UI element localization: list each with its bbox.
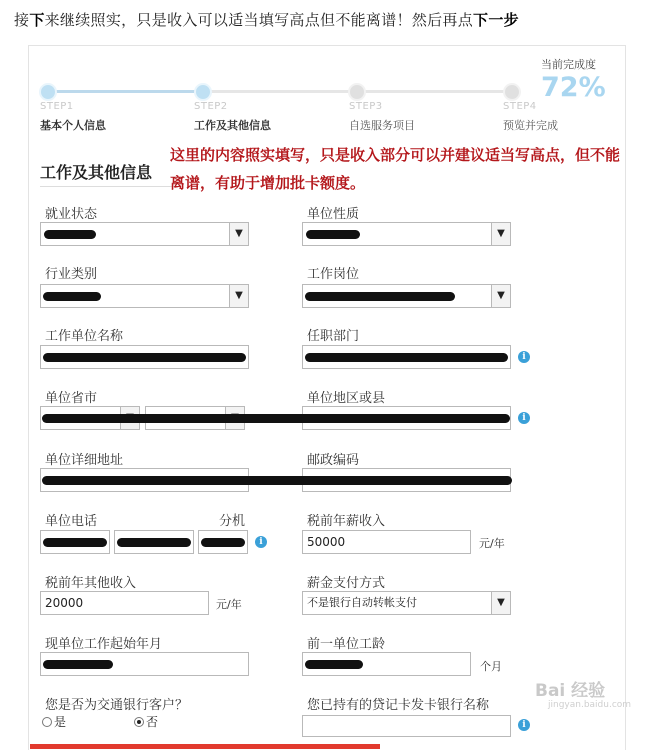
- company-province-label: 单位省市: [45, 391, 98, 406]
- step4-name: 预览并完成: [503, 119, 558, 132]
- salary-payment-label: 薪金支付方式: [307, 576, 386, 591]
- redaction: [305, 292, 455, 301]
- step2-number: STEP2: [194, 101, 228, 112]
- employment-status-label: 就业状态: [45, 207, 98, 222]
- other-income-label: 税前年其他收入: [45, 576, 137, 591]
- salary-payment-value: 不是银行自动转帐支付: [307, 596, 417, 609]
- chevron-down-icon: ▼: [229, 223, 248, 245]
- company-name-input[interactable]: [40, 345, 249, 369]
- progress-track-done: [45, 90, 205, 93]
- annual-salary-input[interactable]: 50000: [302, 530, 471, 554]
- step3-number: STEP3: [349, 101, 383, 112]
- prev-tenure-input[interactable]: [302, 652, 471, 676]
- radio-no-label: 否: [146, 715, 159, 729]
- redaction: [43, 660, 113, 669]
- redaction: [43, 292, 101, 301]
- chevron-down-icon: ▼: [491, 285, 510, 307]
- other-banks-label: 您已持有的贷记卡发卡银行名称: [307, 698, 490, 713]
- chevron-down-icon: ▼: [229, 285, 248, 307]
- other-banks-input[interactable]: [302, 715, 511, 737]
- other-income-input[interactable]: 20000: [40, 591, 209, 615]
- radio-yes-label: 是: [54, 715, 67, 729]
- redaction: [201, 538, 245, 547]
- watermark: Bai 经验: [535, 681, 606, 701]
- company-phone-label: 单位电话: [45, 514, 98, 529]
- step1-number: STEP1: [40, 101, 74, 112]
- redaction: [305, 353, 508, 362]
- watermark-url: jingyan.baidu.com: [548, 700, 632, 710]
- prev-tenure-unit: 个月: [480, 660, 502, 673]
- section-title: 工作及其他信息: [40, 163, 153, 182]
- bocom-customer-label: 您是否为交通银行客户？: [45, 698, 189, 713]
- annual-salary-unit: 元/年: [479, 537, 505, 550]
- company-type-label: 单位性质: [307, 207, 360, 222]
- step1-dot: [39, 83, 57, 101]
- department-label: 任职部门: [307, 329, 360, 344]
- company-district-label: 单位地区或县: [307, 391, 386, 406]
- phone-extension-input[interactable]: [198, 530, 248, 554]
- red-annotation: 这里的内容照实填写，只是收入部分可以并建议适当写高点，但不能离谱，有助于增加批卡额度。: [170, 146, 621, 192]
- redaction: [42, 414, 510, 423]
- info-icon[interactable]: i: [255, 536, 267, 548]
- step1-name: 基本个人信息: [40, 119, 106, 132]
- chevron-down-icon: ▼: [491, 592, 510, 614]
- instruction-text: 接下来继续照实，只是收入可以适当填写高点但不能离谱！然后再点下一步: [14, 11, 519, 29]
- phone-number-input[interactable]: [114, 530, 194, 554]
- start-date-label: 现单位工作起始年月: [45, 637, 163, 652]
- step2-name: 工作及其他信息: [194, 119, 271, 132]
- redaction: [305, 660, 363, 669]
- job-position-label: 工作岗位: [307, 267, 360, 282]
- salary-payment-select[interactable]: [302, 591, 511, 615]
- info-icon[interactable]: i: [518, 412, 530, 424]
- completion-value: 72%: [541, 72, 606, 103]
- bottom-accent-bar: [30, 744, 380, 749]
- redaction: [44, 230, 96, 239]
- other-income-unit: 元/年: [216, 598, 242, 611]
- step4-dot: [503, 83, 521, 101]
- info-icon[interactable]: i: [518, 351, 530, 363]
- job-position-select[interactable]: [302, 284, 511, 308]
- phone-extension-label: 分机: [219, 514, 246, 529]
- redaction: [43, 353, 246, 362]
- radio-yes[interactable]: [42, 717, 52, 727]
- company-type-select[interactable]: [302, 222, 511, 246]
- info-icon[interactable]: i: [518, 719, 530, 731]
- prev-tenure-label: 前一单位工龄: [307, 637, 386, 652]
- industry-select[interactable]: [40, 284, 249, 308]
- step3-name: 自选服务项目: [349, 119, 415, 132]
- annual-salary-label: 税前年薪收入: [307, 514, 386, 529]
- industry-label: 行业类别: [45, 267, 98, 282]
- radio-no[interactable]: [134, 717, 144, 727]
- chevron-down-icon: ▼: [491, 223, 510, 245]
- step3-dot: [348, 83, 366, 101]
- redaction: [117, 538, 191, 547]
- step2-dot: [194, 83, 212, 101]
- department-input[interactable]: [302, 345, 511, 369]
- postal-code-label: 邮政编码: [307, 453, 360, 468]
- company-name-label: 工作单位名称: [45, 329, 124, 344]
- step4-number: STEP4: [503, 101, 537, 112]
- redaction: [306, 230, 360, 239]
- employment-status-select[interactable]: [40, 222, 249, 246]
- redaction: [42, 476, 512, 485]
- company-address-label: 单位详细地址: [45, 453, 124, 468]
- redaction: [43, 538, 107, 547]
- completion-label: 当前完成度: [541, 58, 596, 71]
- phone-area-code-input[interactable]: [40, 530, 110, 554]
- start-date-input[interactable]: [40, 652, 249, 676]
- section-divider: [40, 186, 180, 187]
